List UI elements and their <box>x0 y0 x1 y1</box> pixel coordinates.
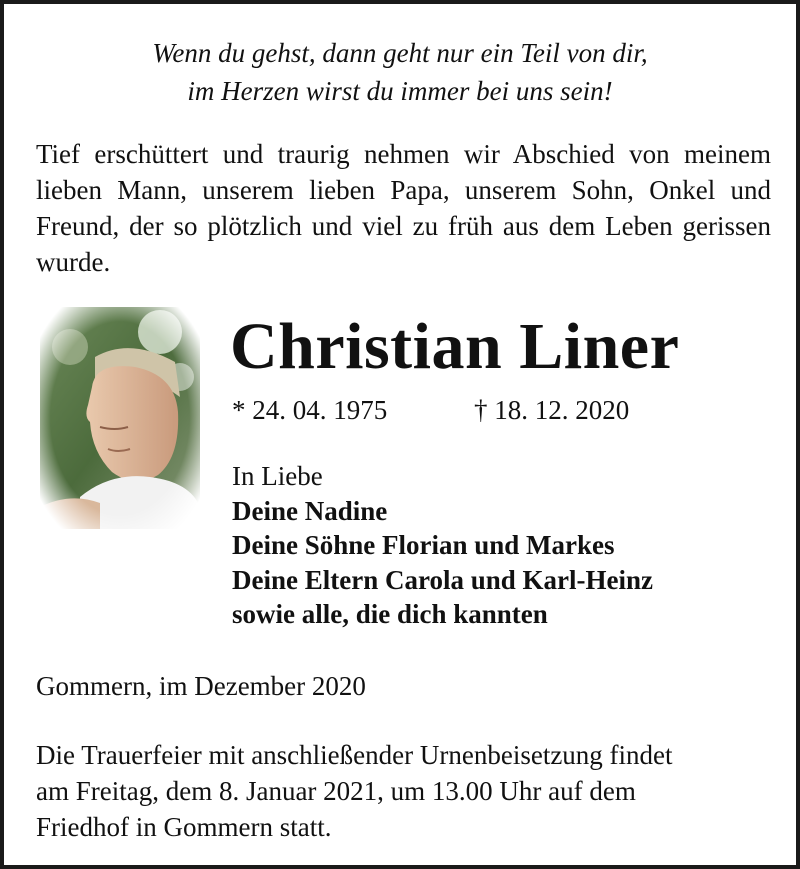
intro-text: Tief erschüttert und traurig nehmen wir Abschied von meinem lieben Mann, unserem lieben Papa, unserem Sohn, Onkel und Freund, der so plötzlich und viel zu früh aus dem Leben gerissen wurde. <box>36 139 771 277</box>
death-date: † 18. 12. 2020 <box>474 395 630 425</box>
deceased-name: Christian Liner <box>230 310 680 383</box>
mourners-list <box>232 459 653 632</box>
funeral-service-info <box>36 737 771 845</box>
portrait-photo <box>40 307 200 529</box>
mourners-intro: In Liebe <box>232 461 323 491</box>
verse-line-2: im Herzen wirst du immer bei uns sein! <box>187 76 613 106</box>
service-line-1: Die Trauerfeier mit anschließender Urnenbeisetzung findet <box>36 740 673 770</box>
mourner-line: Deine Nadine <box>232 495 388 526</box>
birth-date: * 24. 04. 1975 <box>232 395 388 425</box>
mourner-line: Deine Söhne Florian und Markes <box>232 530 615 560</box>
service-line-3: Friedhof in Gommern statt. <box>36 812 332 842</box>
place-date: Gommern, im Dezember 2020 <box>36 671 366 701</box>
service-line-2: am Freitag, dem 8. Januar 2021, um 13.00 Uhr auf dem <box>36 776 636 806</box>
memorial-verse <box>44 34 756 110</box>
verse-line-1: Wenn du gehst, dann geht nur ein Teil von dir, <box>152 38 648 68</box>
mourner-line: Deine Eltern Carola und Karl-Heinz <box>232 564 653 595</box>
life-dates <box>232 393 630 427</box>
mourner-line: sowie alle, die dich kannten <box>232 599 548 629</box>
